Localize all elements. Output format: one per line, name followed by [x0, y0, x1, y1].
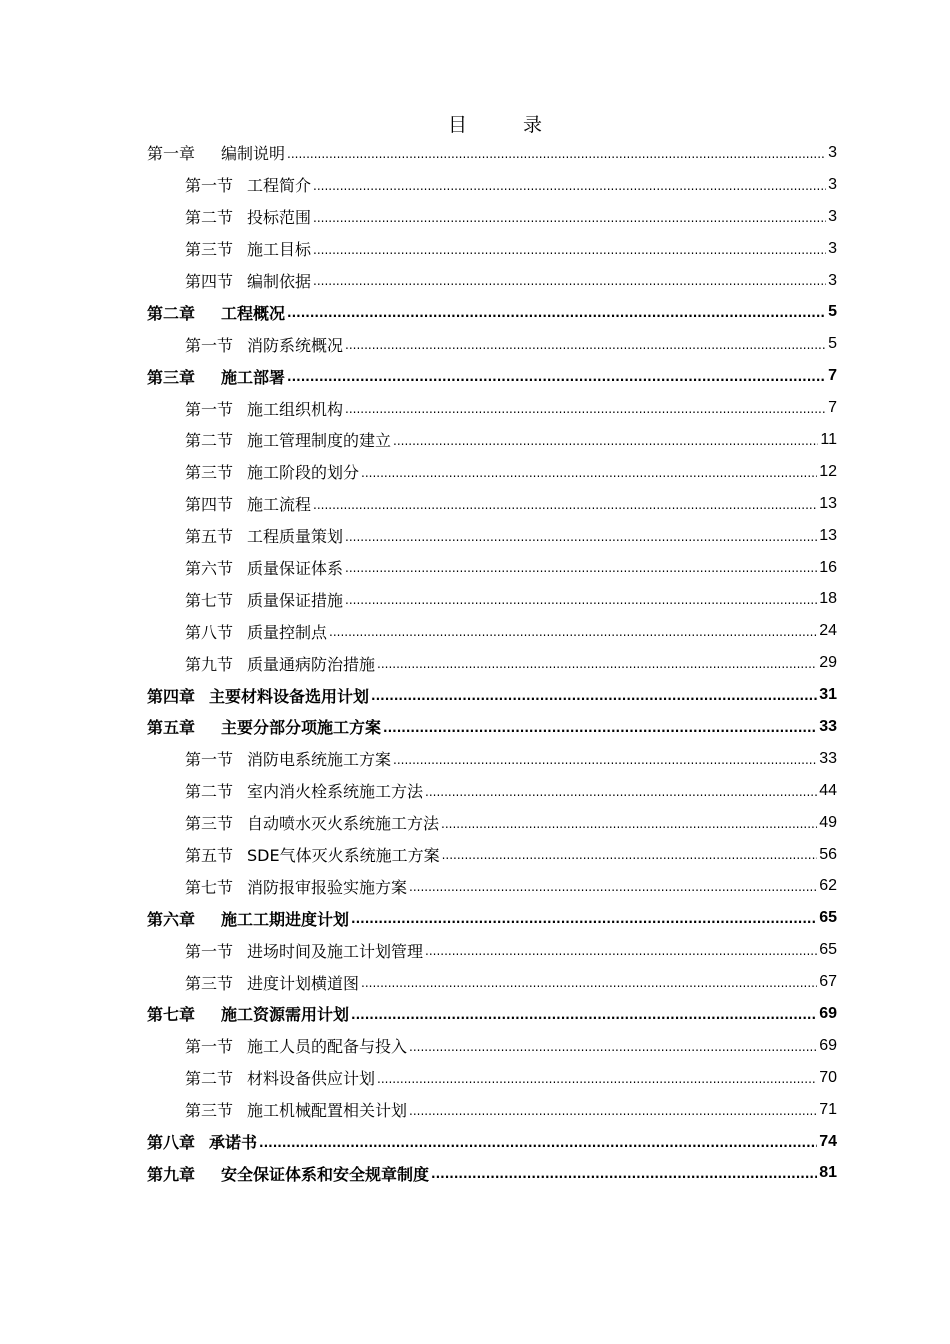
toc-dot-leader [329, 623, 817, 647]
toc-entry-number: 第三节 [185, 814, 234, 834]
toc-dot-leader [345, 336, 826, 360]
toc-entry-label [185, 779, 423, 802]
toc-entry-number: 第一节 [185, 1037, 234, 1057]
toc-dot-leader [345, 591, 817, 615]
toc-page-number: 56 [819, 845, 837, 863]
toc-entry-title: 编制依据 [247, 272, 312, 291]
toc-dot-leader [259, 1134, 817, 1158]
toc-dot-leader [345, 528, 817, 552]
toc-section-entry[interactable] [147, 1094, 837, 1126]
toc-entry-label [185, 428, 391, 451]
toc-entry-number: 第四章 [147, 686, 196, 706]
toc-entry-title: 施工机械配置相关计划 [247, 1101, 408, 1121]
toc-entry-title: 施工管理制度的建立 [247, 431, 392, 451]
toc-dot-leader [287, 145, 826, 169]
toc-entry-number: 第五节 [185, 527, 234, 547]
toc-section-entry[interactable] [147, 233, 837, 265]
toc-page-number: 31 [819, 686, 837, 704]
toc-entry-label [147, 715, 381, 738]
toc-entry-label [185, 524, 343, 547]
toc-dot-leader [313, 177, 826, 201]
toc-page-number: 18 [819, 590, 837, 608]
toc-dot-leader [351, 1006, 817, 1030]
toc-entry-title: 材料设备供应计划 [247, 1069, 376, 1089]
toc-entry-number: 第三节 [185, 463, 234, 483]
toc-section-entry[interactable] [147, 615, 837, 647]
toc-page-number: 3 [828, 271, 837, 289]
toc-entry-number: 第三章 [147, 367, 196, 387]
toc-entry-number: 第二节 [185, 1069, 234, 1089]
toc-page-number: 69 [819, 1036, 837, 1054]
toc-dot-leader [441, 815, 817, 839]
toc-entry-label [185, 237, 311, 260]
toc-page-number: 70 [819, 1068, 837, 1086]
toc-dot-leader [442, 846, 818, 870]
toc-entry-label [185, 939, 423, 962]
toc-entry-number: 第二节 [185, 782, 234, 802]
toc-list [147, 137, 837, 1189]
toc-entry-number: 第二节 [185, 208, 234, 228]
toc-page-number: 74 [819, 1132, 837, 1150]
toc-chapter-entry[interactable] [147, 360, 837, 392]
toc-chapter-entry[interactable] [147, 711, 837, 743]
toc-page-number: 12 [819, 462, 837, 480]
toc-entry-label [185, 588, 343, 611]
toc-entry-label [185, 1034, 407, 1057]
toc-dot-leader [345, 559, 817, 583]
toc-section-entry[interactable] [147, 265, 837, 297]
toc-entry-label [185, 333, 343, 356]
toc-section-entry[interactable] [147, 424, 837, 456]
toc-section-entry[interactable] [147, 1062, 837, 1094]
toc-entry-label [185, 620, 327, 643]
toc-page-number: 3 [828, 239, 837, 257]
toc-page-number: 13 [819, 526, 837, 544]
toc-section-entry[interactable] [147, 839, 837, 871]
toc-entry-label [185, 811, 439, 834]
toc-page-number: 5 [828, 303, 837, 321]
toc-entry-number: 第二章 [147, 303, 196, 323]
toc-entry-label [147, 141, 285, 164]
toc-entry-label [185, 1098, 407, 1121]
toc-dot-leader [393, 432, 818, 456]
toc-section-entry[interactable] [147, 520, 837, 552]
toc-entry-title: 施工组织机构 [247, 399, 344, 419]
toc-entry-label [147, 907, 349, 930]
toc-entry-title: 自动喷水灭火系统施工方法 [247, 814, 440, 834]
toc-entry-number: 第七章 [147, 1005, 196, 1025]
toc-entry-label [185, 747, 391, 770]
toc-entry-title: 安全保证体系和安全规章制度 [221, 1164, 430, 1184]
toc-entry-label [147, 301, 285, 324]
toc-entry-number: 第一节 [185, 176, 234, 196]
toc-page-number: 33 [819, 749, 837, 767]
toc-entry-label [185, 269, 311, 292]
toc-entry-number: 第三节 [185, 1101, 234, 1121]
toc-entry-label [147, 1130, 257, 1153]
toc-entry-number: 第七节 [185, 590, 234, 610]
toc-entry-title: 施工人员的配备与投入 [247, 1037, 408, 1057]
toc-page-number: 81 [819, 1164, 837, 1182]
toc-entry-title: 进度计划横道图 [247, 973, 360, 993]
toc-entry-label [185, 492, 311, 515]
toc-section-entry[interactable] [147, 647, 837, 679]
toc-dot-leader [377, 655, 817, 679]
toc-entry-number: 第一节 [185, 335, 234, 355]
toc-page-number: 29 [819, 654, 837, 672]
toc-entry-title: 质量保证措施 [247, 590, 344, 610]
toc-entry-title: SDE气体灭火系统施工方案 [247, 846, 440, 866]
toc-entry-title: 室内消火栓系统施工方法 [247, 782, 424, 802]
toc-entry-number: 第五章 [147, 718, 196, 738]
toc-entry-title: 主要分部分项施工方案 [221, 718, 382, 738]
toc-page-number: 16 [819, 558, 837, 576]
toc-dot-leader [409, 1102, 817, 1126]
toc-entry-number: 第三节 [185, 973, 234, 993]
toc-entry-number: 第九章 [147, 1164, 196, 1184]
toc-entry-title: 承诺书 [209, 1133, 258, 1153]
toc-entry-number: 第四节 [185, 272, 234, 291]
toc-section-entry[interactable] [147, 583, 837, 615]
toc-dot-leader [351, 910, 817, 934]
toc-entry-number: 第六章 [147, 909, 196, 929]
toc-entry-number: 第四节 [185, 495, 234, 515]
toc-page-number: 13 [819, 494, 837, 512]
toc-entry-number: 第九节 [185, 654, 234, 674]
toc-entry-number: 第八章 [147, 1133, 196, 1153]
toc-entry-label [185, 971, 359, 994]
toc-section-entry[interactable] [147, 775, 837, 807]
toc-entry-title: 消防报审报验实施方案 [247, 877, 408, 897]
toc-page-number: 62 [819, 877, 837, 895]
toc-page-number: 65 [819, 909, 837, 927]
toc-entry-label [185, 1066, 375, 1089]
toc-chapter-entry[interactable] [147, 1126, 837, 1158]
toc-page-number: 65 [819, 941, 837, 959]
toc-dot-leader [287, 304, 826, 328]
toc-entry-title: 施工部署 [221, 367, 286, 387]
toc-page-number: 67 [819, 973, 837, 991]
toc-entry-label [185, 652, 375, 675]
toc-chapter-entry[interactable] [147, 137, 837, 169]
toc-entry-number: 第五节 [185, 846, 234, 866]
toc-section-entry[interactable] [147, 934, 837, 966]
toc-entry-label [147, 365, 285, 388]
toc-page-number: 3 [828, 143, 837, 161]
toc-dot-leader [425, 783, 817, 807]
toc-dot-leader [383, 719, 817, 743]
toc-page-number: 11 [820, 430, 837, 448]
toc-dot-leader [313, 496, 817, 520]
toc-entry-title: 施工目标 [247, 240, 312, 260]
toc-section-entry[interactable] [147, 169, 837, 201]
toc-entry-title: 施工工期进度计划 [221, 909, 350, 929]
toc-chapter-entry[interactable] [147, 296, 837, 328]
toc-entry-label [185, 843, 440, 866]
toc-dot-leader [313, 272, 826, 296]
toc-entry-title: 质量控制点 [247, 622, 328, 642]
toc-section-entry[interactable] [147, 807, 837, 839]
toc-entry-title: 施工资源需用计划 [221, 1005, 350, 1025]
toc-section-entry[interactable] [147, 1030, 837, 1062]
toc-entry-label [147, 1162, 429, 1185]
toc-entry-label [185, 205, 311, 228]
toc-dot-leader [361, 974, 817, 998]
toc-entry-title: 工程简介 [247, 176, 312, 196]
toc-page-number: 3 [828, 175, 837, 193]
toc-dot-leader [371, 687, 817, 711]
toc-entry-number: 第三节 [185, 240, 234, 260]
toc-page-number: 24 [819, 622, 837, 640]
toc-entry-label [185, 460, 359, 483]
toc-entry-title: 工程质量策划 [247, 527, 344, 547]
toc-section-entry[interactable] [147, 488, 837, 520]
toc-section-entry[interactable] [147, 743, 837, 775]
toc-entry-number: 第七节 [185, 877, 234, 897]
toc-dot-leader [345, 400, 826, 424]
toc-dot-leader [409, 878, 817, 902]
toc-title-right: 录 [523, 114, 543, 136]
toc-chapter-entry[interactable] [147, 998, 837, 1030]
toc-entry-number: 第六节 [185, 559, 234, 579]
toc-entry-title: 主要材料设备选用计划 [209, 686, 370, 706]
toc-page-number: 3 [828, 207, 837, 225]
toc-dot-leader [361, 464, 817, 488]
toc-entry-label [147, 1002, 349, 1025]
toc-section-entry[interactable] [147, 201, 837, 233]
toc-entry-number: 第一章 [147, 144, 196, 164]
toc-entry-title: 消防系统概况 [247, 335, 344, 355]
toc-entry-number: 第一节 [185, 750, 234, 770]
toc-entry-label [185, 875, 407, 898]
toc-entry-number: 第一节 [185, 399, 234, 419]
toc-dot-leader [313, 241, 826, 265]
toc-dot-leader [377, 1070, 817, 1094]
toc-dot-leader [409, 1038, 817, 1062]
toc-title [0, 110, 950, 137]
toc-chapter-entry[interactable] [147, 1158, 837, 1190]
toc-entry-number: 第八节 [185, 622, 234, 642]
toc-entry-label [185, 397, 343, 420]
toc-section-entry[interactable] [147, 328, 837, 360]
toc-page-number: 7 [828, 367, 837, 385]
toc-page-number: 44 [819, 781, 837, 799]
toc-dot-leader [313, 209, 826, 233]
toc-entry-number: 第二节 [185, 431, 234, 451]
toc-entry-label [185, 556, 343, 579]
toc-section-entry[interactable] [147, 552, 837, 584]
toc-title-left: 目 [447, 114, 467, 136]
toc-page-number: 71 [819, 1100, 837, 1118]
toc-entry-title: 投标范围 [247, 208, 312, 228]
toc-page-number: 49 [819, 813, 837, 831]
toc-page-number: 33 [819, 717, 837, 735]
toc-entry-title: 工程概况 [221, 303, 286, 323]
toc-dot-leader [431, 1165, 817, 1189]
toc-entry-title: 编制说明 [221, 144, 286, 164]
toc-entry-label [147, 684, 369, 707]
toc-entry-title: 施工流程 [247, 495, 312, 515]
toc-entry-title: 进场时间及施工计划管理 [247, 941, 424, 961]
toc-chapter-entry[interactable] [147, 902, 837, 934]
toc-section-entry[interactable] [147, 966, 837, 998]
toc-page-number: 69 [819, 1004, 837, 1022]
toc-section-entry[interactable] [147, 456, 837, 488]
toc-chapter-entry[interactable] [147, 679, 837, 711]
toc-entry-number: 第一节 [185, 941, 234, 961]
toc-entry-title: 消防电系统施工方案 [247, 750, 392, 770]
toc-section-entry[interactable] [147, 870, 837, 902]
toc-page-number: 5 [828, 335, 837, 353]
toc-entry-title: 施工阶段的划分 [247, 463, 360, 483]
toc-dot-leader [287, 368, 826, 392]
toc-dot-leader [425, 942, 817, 966]
toc-section-entry[interactable] [147, 392, 837, 424]
toc-entry-title: 质量保证体系 [247, 559, 344, 579]
toc-page-number: 7 [828, 399, 837, 417]
toc-entry-label [185, 173, 311, 196]
toc-dot-leader [393, 751, 817, 775]
toc-entry-title: 质量通病防治措施 [247, 654, 376, 674]
